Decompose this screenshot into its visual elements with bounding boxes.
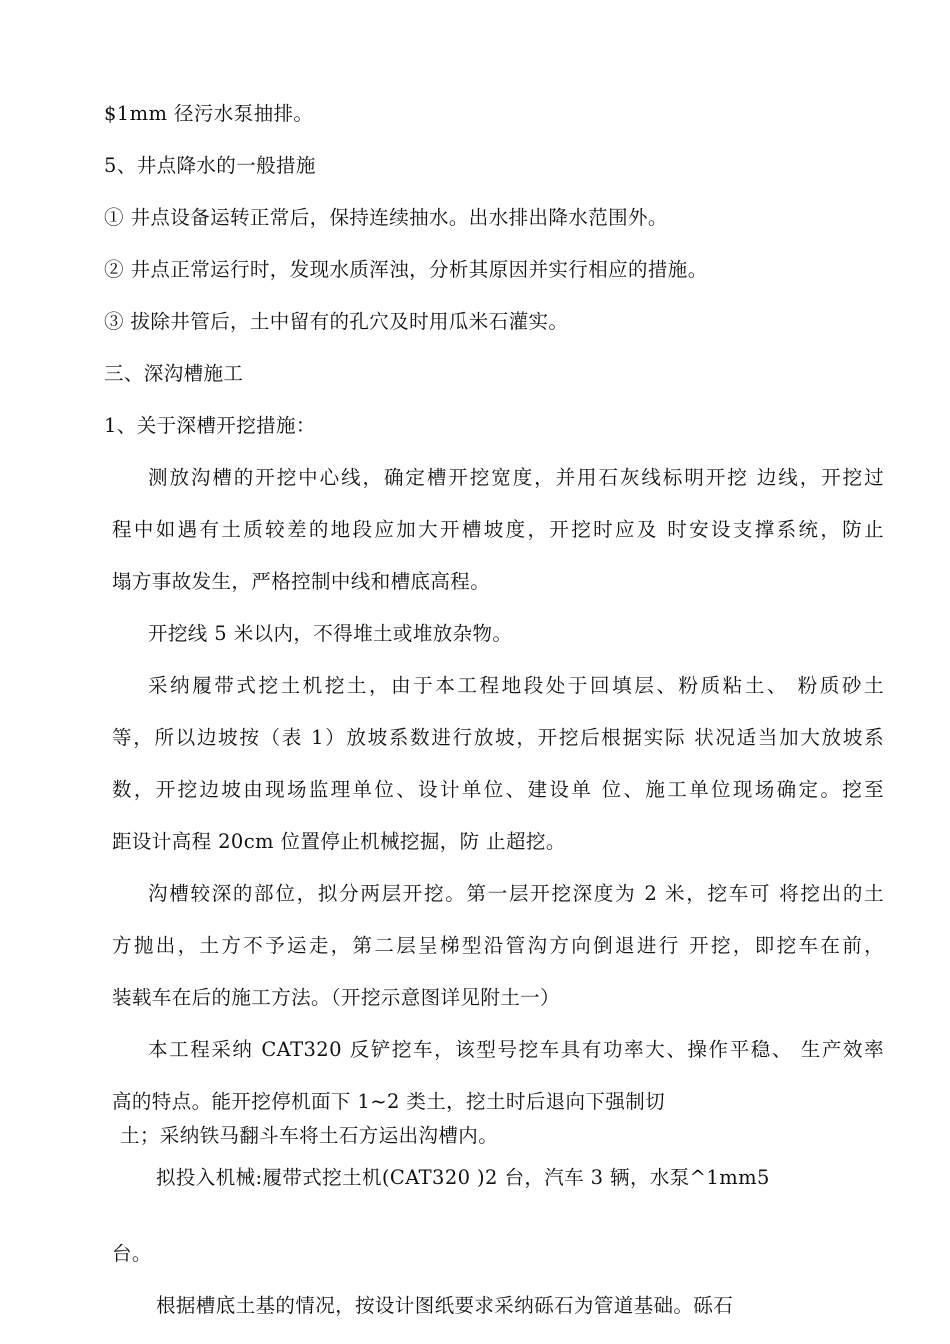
subheading-excavation-measures: 1、关于深槽开挖措施： [104,414,316,437]
list-item-3: ③ 拔除井管后，土中留有的孔穴及时用瓜米石灌实。 [104,310,569,333]
list-item-1: ① 井点设备运转正常后，保持连续抽水。出水排出降水范围外。 [104,206,668,229]
paragraph-line: 土；采纳铁马翻斗车将土石方运出沟槽内。 [120,1124,499,1147]
paragraph-line: 装载车在后的施工方法。（开挖示意图详见附土一） [112,986,560,1009]
paragraph-line: 距设计高程 20cm 位置停止机械挖掘，防 止超挖。 [112,830,566,853]
paragraph-line: 本工程采纳 CAT320 反铲挖车，该型号挖车具有功率大、操作平稳、 生产效率 [148,1038,884,1061]
paragraph-line: 采纳履带式挖土机挖土，由于本工程地段处于回填层、粉质粘土、 粉质砂土 [148,674,884,697]
paragraph-line: 数，开挖边坡由现场监理单位、设计单位、建设单 位、施工单位现场确定。挖至 [112,778,884,801]
paragraph-line: 方抛出，土方不予运走，第二层呈梯型沿管沟方向倒退进行 开挖，即挖车在前， [112,934,884,957]
text-line-pump: $1mm 径污水泵抽排。 [104,102,314,125]
paragraph-line: 等，所以边坡按（表 1）放坡系数进行放坡，开挖后根据实际 状况适当加大放坡系 [112,726,884,749]
paragraph-line-machinery: 拟投入机械:履带式挖土机(CAT320 )2 台，汽车 3 辆，水泵^1mm5 [156,1166,770,1189]
heading-dewatering-measures: 5、井点降水的一般措施 [104,154,316,177]
paragraph-line: 测放沟槽的开挖中心线，确定槽开挖宽度，并用石灰线标明开挖 边线，开挖过 [148,466,884,489]
paragraph-line: 开挖线 5 米以内，不得堆土或堆放杂物。 [148,622,513,645]
paragraph-line: 台。 [112,1242,152,1265]
paragraph-line: 根据槽底土基的情况，按设计图纸要求采纳砾石为管道基础。砾石 [156,1294,734,1317]
paragraph-line: 高的特点。能开挖停机面下 1~2 类土，挖土时后退向下强制切 [112,1090,666,1113]
paragraph-line: 沟槽较深的部位，拟分两层开挖。第一层开挖深度为 2 米，挖车可 将挖出的土 [148,882,884,905]
paragraph-line: 程中如遇有土质较差的地段应加大开槽坡度，开挖时应及 时安设支撑系统，防止 [112,518,884,541]
section-heading-deep-trench: 三、深沟槽施工 [104,362,244,385]
list-item-2: ② 井点正常运行时，发现水质浑浊，分析其原因并实行相应的措施。 [104,258,708,281]
paragraph-line: 塌方事故发生，严格控制中线和槽底高程。 [112,570,491,593]
